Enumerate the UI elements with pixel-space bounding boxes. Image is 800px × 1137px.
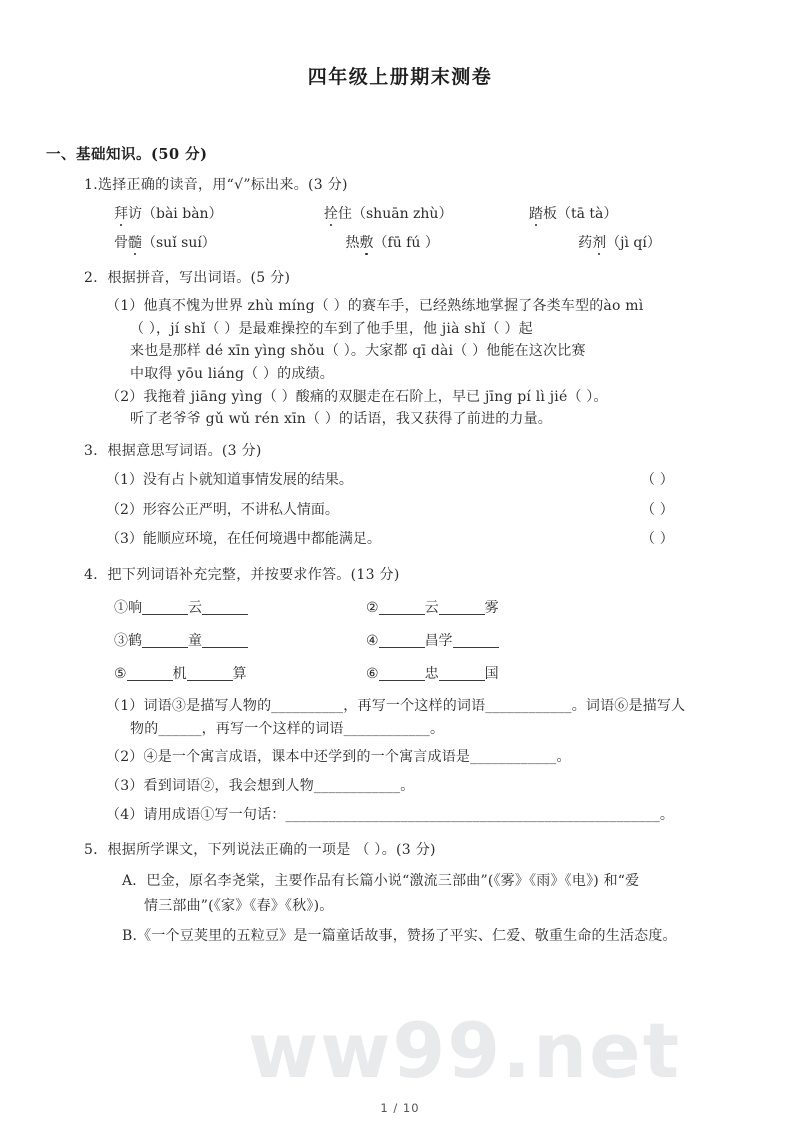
question-4-sub-2[interactable]: （2）④是一个寓言成语，课本中还学到的一个寓言成语是____________。	[106, 749, 571, 766]
idiom-label: ①	[114, 600, 128, 617]
word-pre: 骨	[114, 235, 128, 251]
pron-item-gusui[interactable]	[114, 233, 322, 254]
question-2	[44, 268, 756, 431]
idiom-post: 国	[484, 666, 499, 683]
question-2-line-3[interactable]: 来也是那样 dé xīn yìng shǒu（ ）。大家都 qī dài（ ）他能在这次比赛	[130, 343, 586, 360]
dotted-char: 踏	[529, 206, 543, 222]
question-4-sub-3[interactable]: （3）看到词语②，我会想到人物____________。	[106, 778, 415, 795]
idiom-mid: 云	[424, 600, 439, 617]
idiom-item-5[interactable]	[114, 664, 344, 685]
idiom-blank[interactable]	[142, 599, 188, 615]
question-2-line-2[interactable]: （ ），jí shǐ（ ）是最难操控的车到了他手里，他 jià shǐ（ ）起	[130, 320, 533, 337]
word-pre: 药	[578, 235, 593, 251]
idiom-item-3[interactable]	[114, 631, 344, 652]
pronunciation-row-2	[44, 233, 756, 254]
question-4	[44, 565, 756, 826]
idiom-blank[interactable]	[379, 665, 425, 681]
question-5-option-a-cont: 情三部曲”(《家》《春》《秋》)。	[144, 897, 334, 914]
dotted-char: 髓	[128, 235, 142, 251]
definition-row-1	[44, 469, 756, 492]
idiom-blank[interactable]	[202, 632, 248, 648]
question-2-line-4[interactable]: 中取得 yōu liáng（ ）的成绩。	[130, 366, 334, 383]
idiom-blank[interactable]	[379, 599, 425, 615]
definition-text-2: （2）形容公正严明，不讲私人情面。	[106, 501, 339, 518]
word-rest: 板	[543, 206, 557, 222]
readings: （bài bàn）	[142, 206, 223, 222]
question-3-prompt: 3．根据意思写词语。(3 分)	[84, 443, 262, 460]
pron-item-yaoji[interactable]	[548, 233, 756, 254]
question-5-prompt[interactable]: 5．根据所学课文，下列说法正确的一项是 （ ）。(3 分)	[84, 842, 436, 859]
idiom-mid: 机	[172, 666, 187, 683]
readings: （suǐ suí）	[142, 235, 216, 251]
word-rest: 访	[128, 206, 142, 222]
section-heading-basics: 一、基础知识。(50 分)	[46, 146, 208, 163]
idiom-blank[interactable]	[379, 632, 425, 648]
definition-answer-3[interactable]: （ ）	[640, 531, 674, 548]
dotted-char: 拴	[324, 206, 338, 222]
idiom-pre: 鹤	[128, 633, 142, 650]
word-pre: 热	[345, 235, 360, 251]
pron-item-shuanzhu[interactable]	[324, 204, 529, 225]
idiom-post: 算	[232, 666, 247, 683]
question-3	[44, 441, 756, 551]
pron-item-refu[interactable]	[322, 233, 549, 254]
dotted-char: 剂	[592, 235, 607, 251]
question-4-sub-1a[interactable]: （1）词语③是描写人物的__________，再写一个这样的词语____________。词语⑥是描写人	[106, 698, 686, 715]
idiom-label: ⑥	[366, 666, 379, 683]
definition-text-1: （1）没有占卜就知道事情发展的结果。	[106, 472, 353, 489]
idiom-item-6[interactable]	[344, 664, 596, 685]
idiom-item-1[interactable]	[114, 598, 344, 619]
readings: （shuān zhù）	[352, 206, 453, 222]
page-footer: 1 / 10	[380, 1101, 420, 1115]
idiom-blank[interactable]	[439, 665, 485, 681]
pron-item-taban[interactable]	[529, 204, 709, 225]
idiom-mid: 昌学	[424, 633, 453, 650]
idiom-mid: 童	[188, 633, 202, 650]
site-watermark: ww99.net	[248, 1006, 682, 1095]
idiom-row-2	[44, 631, 756, 652]
question-5-option-b[interactable]: B.《一个豆荚里的五粒豆》是一篇童话故事，赞扬了平实、仁爱、敬重生命的生活态度。	[122, 928, 677, 945]
idiom-row-3	[44, 664, 756, 685]
question-2-line-6[interactable]: 听了老爷爷 gǔ wǔ rén xīn（ ）的话语，我又获得了前进的力量。	[130, 411, 553, 428]
definition-answer-1[interactable]: （ ）	[640, 472, 674, 489]
question-1-prompt: 1.选择正确的读音，用“√”标出来。(3 分)	[84, 177, 348, 193]
definition-row-2	[44, 499, 756, 522]
definition-answer-2[interactable]: （ ）	[640, 501, 674, 518]
readings: （tā tà）	[557, 206, 618, 222]
idiom-label: ④	[366, 633, 379, 650]
word-rest: 住	[338, 206, 352, 222]
idiom-mid: 忠	[424, 666, 439, 683]
question-2-line-1[interactable]: （1）他真不愧为世界 zhù míng（ ）的赛车手，已经熟练地掌握了各类车型的ào mì	[106, 298, 644, 314]
idiom-post: 雾	[484, 600, 499, 617]
question-4-prompt: 4．把下列词语补充完整，并按要求作答。(13 分)	[84, 567, 400, 584]
question-5	[44, 840, 756, 949]
idiom-blank[interactable]	[187, 665, 233, 681]
page-title: 四年级上册期末测卷	[307, 66, 493, 88]
idiom-mid: 云	[188, 600, 202, 617]
idiom-row-1	[44, 598, 756, 619]
definition-row-3	[44, 528, 756, 551]
dotted-char: 敷	[359, 235, 374, 251]
idiom-label: ③	[114, 633, 128, 650]
pronunciation-row-1	[44, 204, 756, 225]
question-1	[44, 175, 756, 254]
question-4-sub-4[interactable]: （4）请用成语①写一句话：____________________________________________________。	[106, 806, 675, 823]
idiom-label: ⑤	[114, 666, 127, 683]
idiom-blank[interactable]	[127, 665, 173, 681]
idiom-blank[interactable]	[453, 632, 499, 648]
idiom-blank[interactable]	[439, 599, 485, 615]
idiom-item-2[interactable]	[344, 598, 596, 619]
idiom-pre: 响	[128, 600, 142, 617]
idiom-item-4[interactable]	[344, 631, 596, 652]
pron-item-baifang[interactable]	[114, 204, 324, 225]
question-5-option-a[interactable]: A．巴金，原名李尧棠，主要作品有长篇小说“激流三部曲”(《雾》《雨》《电》) 和“爱	[122, 873, 640, 890]
question-4-sub-1b[interactable]: 物的______，再写一个这样的词语____________。	[130, 720, 445, 737]
question-2-line-5[interactable]: （2）我拖着 jiāng yìng（ ）酸痛的双腿走在石阶上，早已 jīng pí lì jié（ ）。	[106, 388, 608, 405]
definition-text-3: （3）能顺应环境，在任何境遇中都能满足。	[106, 531, 381, 548]
idiom-label: ②	[366, 600, 379, 617]
idiom-blank[interactable]	[202, 599, 248, 615]
question-2-prompt: 2．根据拼音，写出词语。(5 分)	[84, 270, 291, 286]
readings: （fū fú ）	[373, 235, 439, 251]
readings: （jì qí）	[606, 235, 661, 251]
idiom-blank[interactable]	[142, 632, 188, 648]
dotted-char: 拜	[114, 206, 128, 222]
